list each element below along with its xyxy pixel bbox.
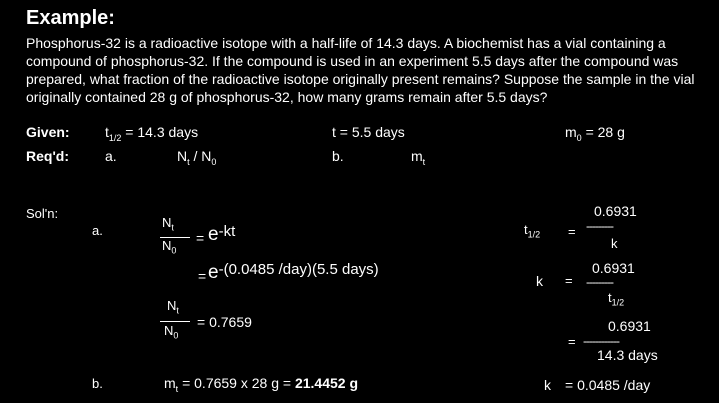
fraction2-denominator: $N_0$	[164, 323, 179, 341]
given-half-life: $t_{1/2} = 14.3$ days	[105, 124, 199, 143]
k-num3: 0.6931	[608, 318, 651, 334]
fraction-denominator: $N_0$	[162, 238, 177, 256]
eq1-expression: e-kt	[208, 223, 236, 245]
eq1-equals: =	[196, 230, 205, 246]
k-den1: k	[611, 236, 618, 251]
reqd-label: Req'd:	[26, 148, 69, 164]
fraction2-numerator: $N_t$	[167, 298, 179, 316]
k-dash2: ---------	[586, 275, 613, 289]
given-label: Given:	[26, 124, 70, 140]
k-dash1: ---------	[586, 219, 613, 233]
fraction2-bar	[160, 321, 190, 322]
given-time: t = 5.5 days	[332, 124, 405, 140]
mass-result-line: $m_t = 0.7659$ x 28 g = 21.4452 g	[164, 375, 359, 394]
example-title: Example:	[26, 7, 115, 29]
k-den3: 14.3 days	[597, 347, 658, 363]
k-final-var: k	[544, 377, 551, 393]
k-eq3-equals: =	[568, 334, 576, 349]
soln-label: Sol'n:	[26, 206, 59, 221]
k-var: k	[536, 273, 543, 289]
eq2-expression: e-(0.0485 /day)(5.5 days)	[208, 261, 379, 283]
soln-a-label: a.	[92, 223, 103, 238]
eq2-equals: =	[198, 268, 207, 284]
soln-b-label: b.	[92, 376, 103, 391]
k-half-life-var: $t_{1/2}$	[524, 222, 541, 240]
k-final-value: = 0.0485 /day	[565, 377, 651, 393]
problem-statement: Phosphorus-32 is a radioactive isotope with a half-life of 14.3 days. A biochemist has a vial containing a compound of phosphorus-32. If the compound is used in an experiment 5.5 days after the compound was prepared, what fraction of the radioactive isotope originally present remains? Suppose the sample in the vial originally contained 28 g of phosphorus-32, how many grams remain after 5.5 days?	[26, 35, 695, 105]
k-dash3: ------------	[583, 334, 619, 348]
reqd-b-label: b.	[332, 148, 344, 164]
reqd-a-label: a.	[105, 148, 117, 164]
fraction-result: = 0.7659	[197, 314, 252, 330]
k-eq1-equals: =	[568, 224, 576, 239]
given-initial-mass: $m_0 = 28$ g	[565, 124, 625, 143]
fraction-numerator: $N_t$	[162, 215, 174, 233]
k-den2: $t_{1/2}$	[608, 290, 625, 308]
reqd-fraction: $N_t / N_0$	[177, 148, 217, 167]
k-num1: 0.6931	[594, 203, 637, 219]
k-num2: 0.6931	[592, 260, 635, 276]
k-eq2-equals: =	[565, 273, 573, 288]
reqd-mass: $m_t$	[411, 148, 426, 167]
